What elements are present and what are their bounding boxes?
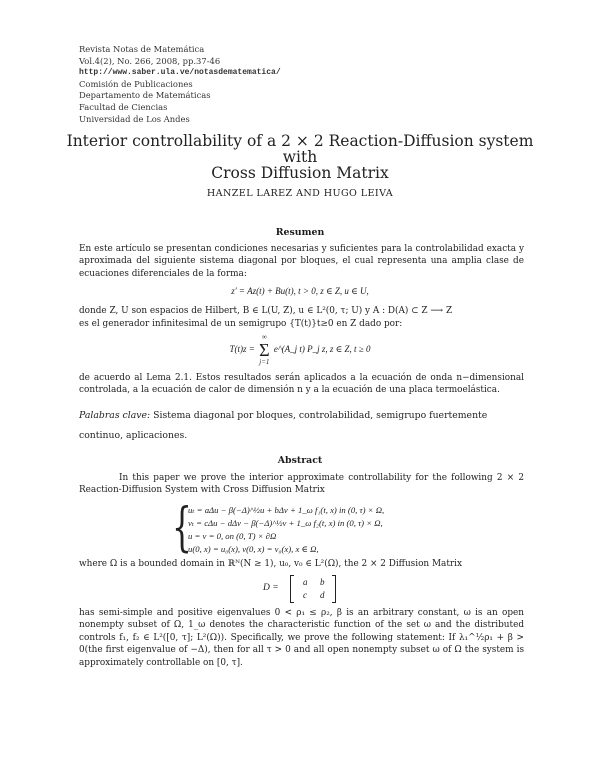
resumen-equation-1: z′ = Az(t) + Bu(t), t > 0, z ∈ Z, u ∈ U, [231, 286, 369, 296]
resumen-heading: Resumen [275, 227, 325, 238]
publisher-commission: Comisión de Publicaciones [79, 78, 193, 89]
paper-authors: HANZEL LAREZ AND HUGO LEIVA [206, 188, 394, 199]
title-line-1: Interior controllability of a 2 × 2 Reaction-Diffusion system with [66, 132, 534, 166]
matrix-left-bracket [290, 575, 294, 603]
title-line-2: Cross Diffusion Matrix [211, 164, 389, 182]
system-equation-4: u(0, x) = u₀(x), v(0, x) = v₀(x), x ∈ Ω, [188, 544, 319, 554]
keywords-text: Sistema diagonal por bloques, controlabilidad, semigrupo fuertemente continuo, aplicaciones. [79, 410, 488, 441]
matrix-cell-a: a [303, 577, 308, 587]
eq2-left: T(t)z = [229, 344, 255, 355]
publisher-university: Universidad de Los Andes [79, 113, 190, 124]
system-equation-1: uₜ = aΔu − β(−Δ)^½u + bΔv + 1_ω f₁(t, x) in (0, τ) × Ω, [188, 505, 385, 515]
system-equation-3: u = v = 0, on (0, T) × ∂Ω [188, 531, 277, 541]
sum-lower-limit: j=1 [259, 358, 270, 366]
publisher-department: Departamento de Matemáticas [79, 90, 211, 101]
journal-name: Revista Notas de Matemática [79, 44, 205, 54]
matrix-cell-b: b [320, 577, 325, 587]
resumen-paragraph-2b: es el generador infinitesimal de un semigrupo {T(t)}t≥0 en Z dado por: [79, 319, 403, 329]
sum-upper-limit: ∞ [261, 333, 267, 341]
summation-symbol [259, 333, 269, 367]
abstract-paragraph-3: has semi-simple and positive eigenvalues 0 < ρ₁ ≤ ρ₂, β is an arbitrary constant, ω is an open nonempty subset of Ω, 1_ω denotes the characteristic function of the set ω and the distributed controls f₁, f₂ ∈ L²([0, τ]; L²(Ω)). Specifically, we prove the following statement: If λ₁^½ρ₁ + β > 0(the first eigenvalue of −Δ), then for all τ > 0 and all open nonempty subset ω of Ω the system is approximately controllable on [0, τ]. [79, 608, 524, 668]
keywords [79, 406, 524, 446]
journal-volume: Vol.4(2), No. 266, 2008, pp.37-46 [79, 55, 221, 66]
matrix-lhs: D = [263, 583, 279, 593]
journal-header [79, 44, 281, 125]
paper-title [60, 133, 540, 181]
publisher-faculty: Facultad de Ciencias [79, 101, 168, 112]
resumen-paragraph-1: En este artículo se presentan condiciones necesarias y suficientes para la controlabilidad exacta y aproximada del siguiente sistema diagonal por bloques, el cual representa una amplia clase de ecuaciones diferenciales de la forma: [79, 244, 524, 279]
matrix-right-bracket [332, 575, 336, 603]
matrix-cell-d: d [320, 590, 325, 600]
journal-url[interactable]: http://www.saber.ula.ve/notasdematematica/ [79, 68, 281, 78]
abstract-paragraph-1: In this paper we prove the interior approximate controllability for the following 2 × 2 Reaction-Diffusion System with Cross Diffusion Matrix [79, 473, 524, 496]
resumen-paragraph-3: de acuerdo al Lema 2.1. Estos resultados serán aplicados a la ecuación de onda n−dimensional controlada, a la ecuación de calor de dimensión n y a la ecuación de una placa termoelástica. [79, 373, 524, 396]
system-equation-2: vₜ = cΔu − dΔv − β(−Δ)^½v + 1_ω f₂(t, x) in (0, τ) × Ω, [188, 518, 383, 528]
abstract-paragraph-2: where Ω is a bounded domain in ℝᴺ(N ≥ 1), u₀, v₀ ∈ L²(Ω), the 2 × 2 Diffusion Matrix [79, 559, 462, 569]
resumen-paragraph-2a: donde Z, U son espacios de Hilbert, B ∈ L(U, Z), u ∈ L²(0, τ; U) y A : D(A) ⊂ Z ⟶ Z [79, 306, 453, 316]
abstract-heading: Abstract [277, 455, 323, 466]
keywords-label: Palabras clave: [79, 410, 151, 421]
resumen-equation-2 [0, 333, 600, 367]
matrix-cell-c: c [303, 590, 307, 600]
eq2-right: e^(A_j t) P_j z, z ∈ Z, t ≥ 0 [273, 344, 371, 355]
sigma-icon: Σ [259, 340, 270, 360]
system-brace: { [172, 498, 192, 558]
